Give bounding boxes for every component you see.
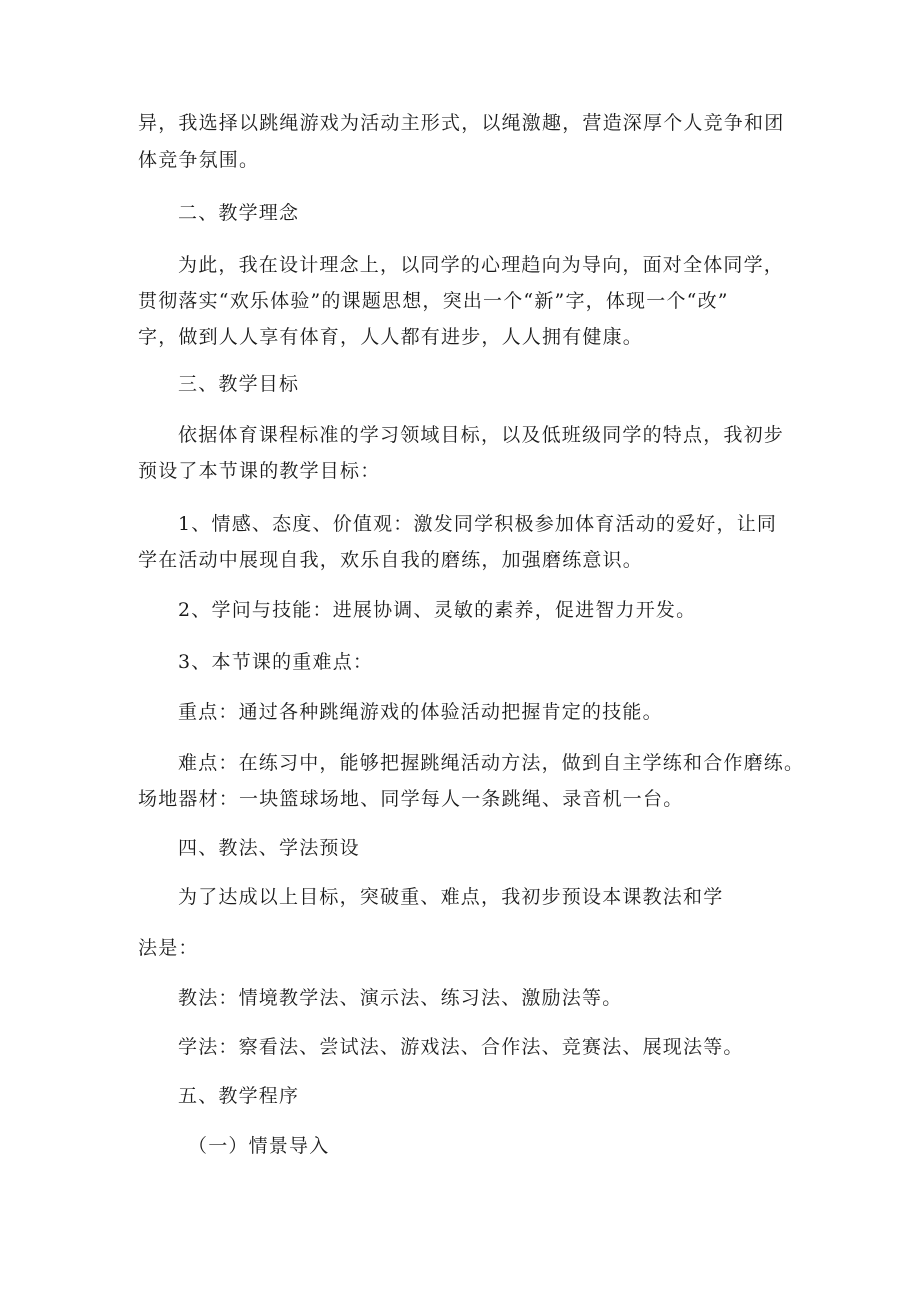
paragraph-line: 贯彻落实“欢乐体验”的课题思想，突出一个“新”字，体现一个“改” xyxy=(138,290,729,312)
subsection-heading: （一）情景导入 xyxy=(188,1135,330,1157)
paragraph-line: 3、本节课的重难点： xyxy=(178,651,374,673)
paragraph-line: 学法：察看法、尝试法、游戏法、合作法、竞赛法、展现法等。 xyxy=(178,1036,744,1058)
paragraph-line: 教法：情境教学法、演示法、练习法、激励法等。 xyxy=(178,987,623,1009)
paragraph-line: 为了达成以上目标，突破重、难点，我初步预设本课教法和学 xyxy=(178,886,724,908)
paragraph-line: 字，做到人人享有体育，人人都有进步，人人拥有健康。 xyxy=(138,326,644,348)
paragraph-line: 异，我选择以跳绳游戏为活动主形式，以绳激趣，营造深厚个人竞争和团 xyxy=(138,112,785,134)
paragraph-line: 依据体育课程标准的学习领域目标，以及低班级同学的特点，我初步 xyxy=(178,424,785,446)
paragraph-line: 2、学问与技能：进展协调、灵敏的素养，促进智力开发。 xyxy=(178,599,697,621)
paragraph-line: 场地器材：一块篮球场地、同学每人一条跳绳、录音机一台。 xyxy=(138,788,684,810)
section-heading: 二、教学理念 xyxy=(178,202,300,224)
paragraph-line: 预设了本节课的教学目标： xyxy=(138,460,381,482)
paragraph-line: 学在活动中展现自我，欢乐自我的磨练，加强磨练意识。 xyxy=(138,549,644,571)
paragraph-line: 重点：通过各种跳绳游戏的体验活动把握肯定的技能。 xyxy=(178,701,663,723)
section-heading: 四、教法、学法预设 xyxy=(178,837,360,859)
paragraph-line: 难点：在练习中，能够把握跳绳活动方法，做到自主学练和合作磨练。 xyxy=(178,752,805,774)
paragraph-line: 1、情感、态度、价值观：激发同学积极参加体育活动的爱好，让同 xyxy=(178,513,778,535)
paragraph-line: 法是： xyxy=(138,937,199,959)
section-heading: 五、教学程序 xyxy=(178,1085,300,1107)
paragraph-line: 为此，我在设计理念上，以同学的心理趋向为导向，面对全体同学， xyxy=(178,254,785,276)
paragraph-line: 体竞争氛围。 xyxy=(138,149,260,171)
section-heading: 三、教学目标 xyxy=(178,373,300,395)
